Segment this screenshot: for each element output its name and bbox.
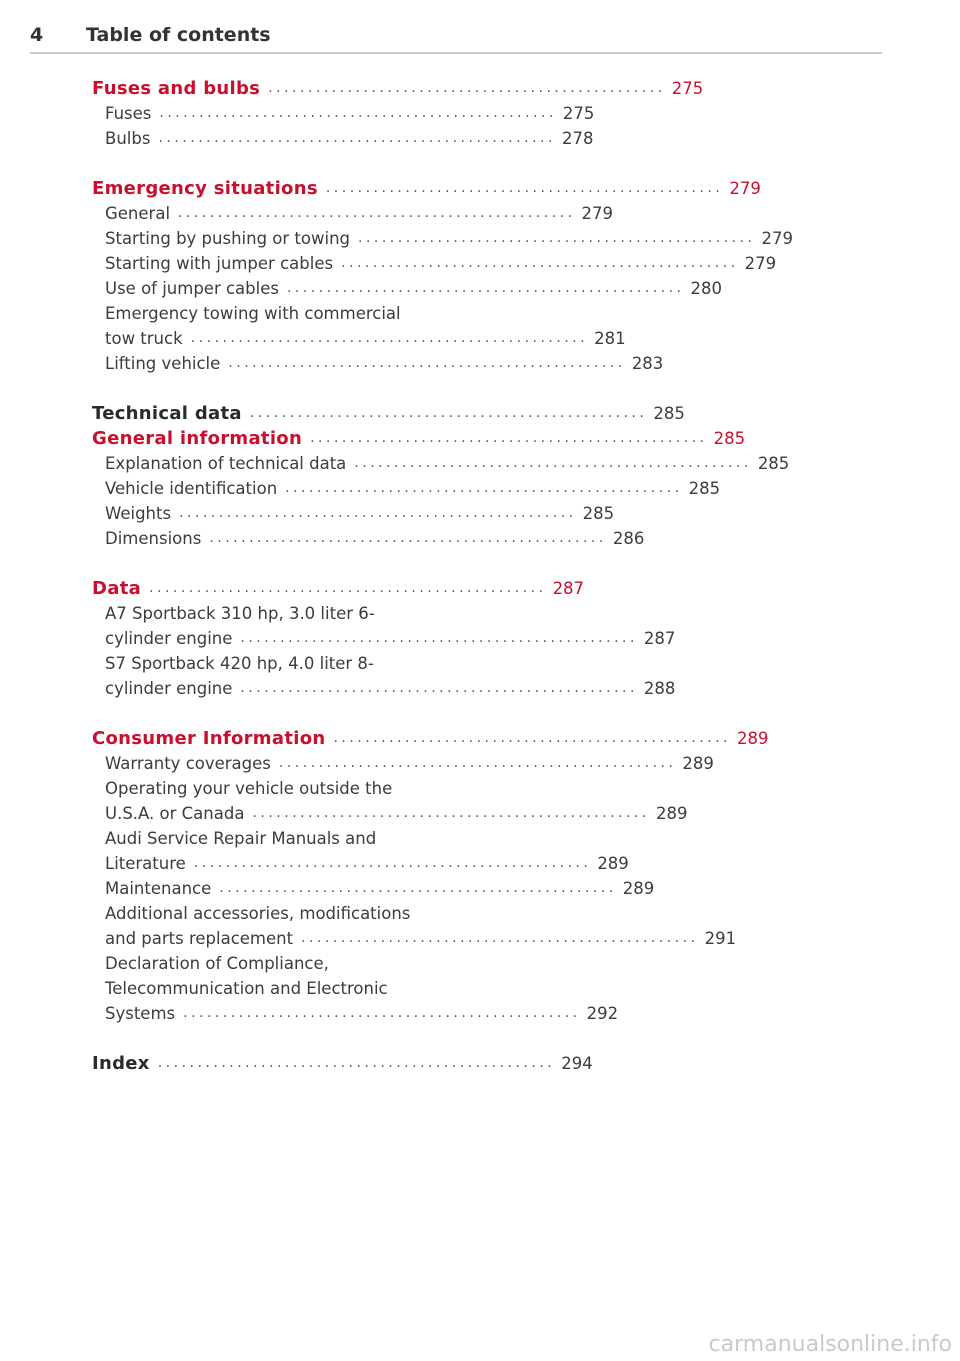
dot-leader: .................................................. (286, 280, 685, 296)
toc-label: Weights (105, 504, 172, 523)
toc-section-heading[interactable] (92, 76, 704, 101)
dot-leader: .................................................. (219, 880, 617, 896)
toc-label: Consumer Information (92, 728, 326, 749)
dot-leader: .................................................. (278, 755, 677, 771)
toc-label: Starting with jumper cables (105, 254, 334, 273)
toc-label: Maintenance (105, 879, 212, 898)
toc-page-number: 275 (671, 79, 704, 98)
dot-leader: .................................................. (333, 730, 731, 746)
toc-label: U.S.A. or Canada (105, 804, 245, 823)
toc-entry-line (92, 826, 467, 851)
dot-leader: .................................................. (183, 1005, 581, 1021)
toc-entry[interactable] (92, 251, 777, 276)
toc-spacer (92, 376, 467, 401)
toc-label: General (105, 204, 171, 223)
toc-label: Operating your vehicle outside the (105, 779, 393, 798)
page-number: 4 (30, 24, 44, 46)
toc-page-number: 285 (653, 404, 685, 423)
toc-spacer (92, 701, 467, 726)
toc-entry[interactable] (92, 226, 794, 251)
toc-section-heading[interactable] (92, 176, 761, 201)
dot-leader: .................................................. (157, 1055, 556, 1071)
toc-label: Bulbs (105, 129, 151, 148)
toc-page-number: 289 (655, 804, 688, 823)
toc-entry-line (92, 976, 467, 1001)
toc-entry[interactable] (92, 801, 688, 826)
toc-entry[interactable] (92, 1001, 619, 1026)
dot-leader: .................................................. (354, 455, 752, 471)
toc-label: Use of jumper cables (105, 279, 279, 298)
toc-label: Technical data (92, 403, 242, 424)
toc-page-number: 286 (612, 529, 645, 548)
toc-label: A7 Sportback 310 hp, 3.0 liter 6- (105, 604, 375, 623)
toc-entry-line (92, 301, 467, 326)
toc-label: Fuses and bulbs (92, 78, 261, 99)
toc-label: Emergency situations (92, 178, 318, 199)
dot-leader: .................................................. (149, 580, 547, 596)
toc-label: Explanation of technical data (105, 454, 347, 473)
toc-page-number: 289 (597, 854, 629, 873)
toc-section-heading[interactable] (92, 576, 585, 601)
toc-label: Fuses (105, 104, 152, 123)
toc-spacer (92, 551, 467, 576)
toc-page-number: 285 (688, 479, 721, 498)
dot-leader: .................................................. (209, 530, 607, 546)
toc-entry[interactable] (92, 926, 737, 951)
toc-entry[interactable] (92, 101, 595, 126)
toc-label: Emergency towing with commercial (105, 304, 401, 323)
toc-label: Systems (105, 1004, 176, 1023)
dot-leader: .................................................. (190, 330, 589, 346)
toc-label: cylinder engine (105, 629, 233, 648)
toc-label: Additional accessories, modifications (105, 904, 411, 923)
dot-leader: .................................................. (252, 805, 650, 821)
toc-entry[interactable] (92, 851, 629, 876)
dot-leader: .................................................. (249, 405, 648, 421)
toc-label: Dimensions (105, 529, 202, 548)
dot-leader: .................................................. (240, 680, 638, 696)
toc-entry[interactable] (92, 501, 615, 526)
toc-label: cylinder engine (105, 679, 233, 698)
toc-label: Warranty coverages (105, 754, 271, 773)
toc-page-number: 289 (737, 729, 769, 748)
toc-page-number: 278 (561, 129, 594, 148)
toc-label: Vehicle identification (105, 479, 278, 498)
toc-label: and parts replacement (105, 929, 294, 948)
dot-leader: .................................................. (240, 630, 638, 646)
toc-label: Index (92, 1053, 150, 1074)
toc-section-heading[interactable] (92, 426, 746, 451)
watermark: carmanualsonline.info (708, 1332, 952, 1357)
dot-leader: .................................................. (159, 105, 557, 121)
dot-leader: .................................................. (178, 205, 576, 221)
toc-page-number: 292 (586, 1004, 619, 1023)
dot-leader: .................................................. (358, 230, 756, 246)
toc-entry[interactable] (92, 526, 645, 551)
dot-leader: .................................................. (301, 930, 699, 946)
toc-page-number: 294 (561, 1054, 593, 1073)
toc-section-heading[interactable] (92, 726, 769, 751)
toc-entry-line (92, 776, 467, 801)
toc-page-number: 281 (594, 329, 626, 348)
toc-page-number: 285 (582, 504, 615, 523)
toc-page-number: 279 (744, 254, 777, 273)
dot-leader: .................................................. (193, 855, 592, 871)
toc-page-number: 279 (729, 179, 761, 198)
toc-page-number: 287 (552, 579, 585, 598)
toc-entry[interactable] (92, 351, 664, 376)
dot-leader: .................................................. (228, 355, 626, 371)
toc-entry-line (92, 901, 467, 926)
toc-label: Data (92, 578, 142, 599)
toc-page-number: 285 (757, 454, 790, 473)
toc-page-number: 280 (690, 279, 722, 298)
toc-page-number: 285 (713, 429, 746, 448)
toc-page-number: 283 (631, 354, 664, 373)
toc-entry[interactable] (92, 126, 594, 151)
toc-entry[interactable] (92, 876, 655, 901)
toc-page-number: 289 (682, 754, 714, 773)
toc-entry[interactable] (92, 276, 722, 301)
toc-label: Declaration of Compliance, (105, 954, 329, 973)
toc-page-number: 288 (643, 679, 676, 698)
toc-entry[interactable] (92, 751, 714, 776)
page-title: Table of contents (86, 24, 271, 46)
dot-leader: .................................................. (325, 180, 724, 196)
toc-label: Lifting vehicle (105, 354, 221, 373)
toc-label: Audi Service Repair Manuals and (105, 829, 377, 848)
toc-entry-line (92, 651, 467, 676)
toc-page-number: 289 (622, 879, 655, 898)
toc-label: Telecommunication and Electronic (105, 979, 388, 998)
toc-entry[interactable] (92, 676, 676, 701)
toc-section-heading[interactable] (92, 401, 685, 426)
toc-entry[interactable] (92, 476, 721, 501)
toc-label: Literature (105, 854, 186, 873)
dot-leader: .................................................. (268, 80, 666, 96)
toc-label: General information (92, 428, 303, 449)
page-header (30, 24, 882, 54)
toc-page-number: 279 (581, 204, 614, 223)
toc-spacer (92, 1026, 467, 1051)
dot-leader: .................................................. (310, 430, 708, 446)
dot-leader: .................................................. (341, 255, 739, 271)
toc-label: Starting by pushing or towing (105, 229, 350, 248)
toc-page-number: 291 (704, 929, 737, 948)
toc-entry[interactable] (92, 326, 626, 351)
toc-spacer (92, 151, 467, 176)
toc-page-number: 279 (761, 229, 794, 248)
toc-label: S7 Sportback 420 hp, 4.0 liter 8- (105, 654, 374, 673)
toc-entry[interactable] (92, 201, 614, 226)
toc-entry-line (92, 951, 467, 976)
dot-leader: .................................................. (179, 505, 577, 521)
toc-label: tow truck (105, 329, 183, 348)
toc-page-number: 275 (562, 104, 595, 123)
toc-entry[interactable] (92, 451, 790, 476)
dot-leader: .................................................. (285, 480, 683, 496)
toc-section-heading[interactable] (92, 1051, 593, 1076)
toc-entry-line (92, 601, 467, 626)
dot-leader: .................................................. (158, 130, 556, 146)
toc-page-number: 287 (643, 629, 676, 648)
toc-entry[interactable] (92, 626, 676, 651)
table-of-contents (92, 76, 794, 1076)
